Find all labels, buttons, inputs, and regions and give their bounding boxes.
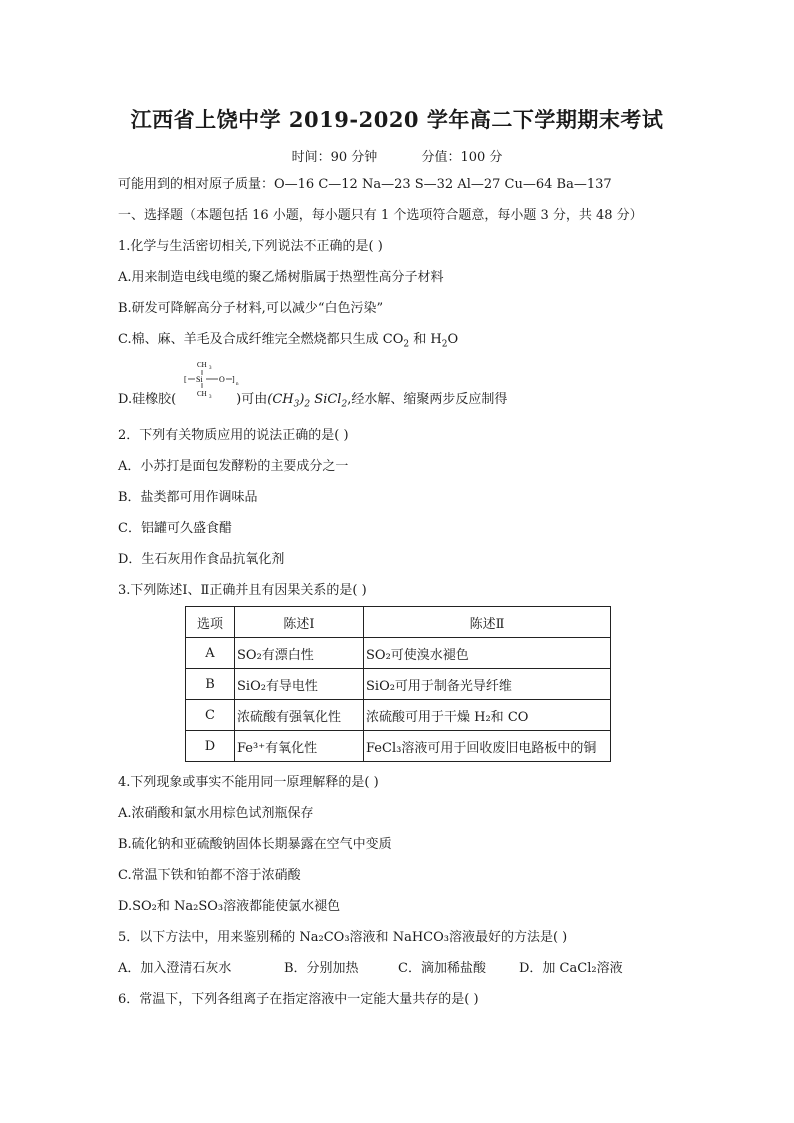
table-row	[186, 731, 611, 762]
exam-title: 江西省上饶中学 2019-2020 学年高二下学期期末考试	[130, 107, 664, 132]
q1-c-text-1: C.棉、麻、羊毛及合成纤维完全燃烧都只生成 CO	[118, 332, 404, 347]
q2-option-b: B．盐类都可用作调味品	[118, 490, 258, 505]
row-statement-1: SiO₂有导电性	[235, 669, 364, 700]
svg-text:CH: CH	[197, 361, 207, 369]
q2-option-a: A．小苏打是面包发酵粉的主要成分之一	[118, 459, 349, 474]
svg-text:O: O	[219, 375, 225, 384]
q1-d-text-1: D.硅橡胶(	[118, 392, 177, 407]
svg-text:Si: Si	[196, 375, 203, 384]
atomic-masses: 可能用到的相对原子质量：O—16 C—12 Na—23 S—32 Al—27 Cu—64 Ba—137	[118, 177, 612, 192]
header-option: 选项	[186, 607, 235, 638]
table-row	[186, 700, 611, 731]
exam-score: 分值：100 分	[421, 150, 503, 165]
q1-option-d	[118, 390, 507, 415]
q5-stem: 5．以下方法中，用来鉴别稀的 Na₂CO₃溶液和 NaHCO₃溶液最好的方法是( )	[118, 930, 568, 945]
exam-time: 时间：90 分钟	[291, 150, 378, 165]
q5-option-d: D．加 CaCl₂溶液	[519, 961, 623, 976]
q1-option-a: A.用来制造电线电缆的聚乙烯树脂属于热塑性高分子材料	[118, 270, 444, 285]
q4-option-a: A.浓硝酸和氯水用棕色试剂瓶保存	[118, 806, 314, 821]
q1-d-text-3: ,经水解、缩聚两步反应制得	[347, 392, 508, 407]
q1-stem: 1.化学与生活密切相关,下列说法不正确的是( )	[118, 239, 383, 254]
row-option: D	[186, 731, 235, 762]
row-option: A	[186, 638, 235, 669]
svg-text:CH: CH	[197, 390, 207, 398]
row-statement-2: FeCl₃溶液可用于回收废旧电路板中的铜	[364, 731, 611, 762]
row-statement-2: SiO₂可用于制备光导纤维	[364, 669, 611, 700]
row-statement-1: SO₂有漂白性	[235, 638, 364, 669]
q1-option-b: B.研发可降解高分子材料,可以减少“白色污染”	[118, 301, 384, 316]
row-statement-1: 浓硫酸有强氧化性	[235, 700, 364, 731]
q2-option-c: C．铝罐可久盛食醋	[118, 521, 232, 536]
row-option: C	[186, 700, 235, 731]
table-row	[186, 669, 611, 700]
q5-option-a: A．加入澄清石灰水	[118, 961, 232, 976]
q4-option-c: C.常温下铁和铂都不溶于浓硝酸	[118, 868, 301, 883]
table-header-row	[186, 607, 611, 638]
svg-text:3: 3	[209, 366, 212, 371]
svg-text:3: 3	[209, 395, 212, 400]
dimethyldichlorosilane-formula: $(CH_3)_2$ SiCl$_2$	[267, 392, 348, 410]
header-statement-2: 陈述Ⅱ	[364, 607, 611, 638]
row-statement-2: SO₂可使溴水褪色	[364, 638, 611, 669]
q2-stem: 2．下列有关物质应用的说法正确的是( )	[118, 428, 349, 443]
q6-stem: 6．常温下，下列各组离子在指定溶液中一定能大量共存的是( )	[118, 992, 479, 1007]
q2-option-d: D．生石灰用作食品抗氧化剂	[118, 552, 285, 567]
table-row	[186, 638, 611, 669]
row-option: B	[186, 669, 235, 700]
q4-option-d: D.SO₂和 Na₂SO₃溶液都能使氯水褪色	[118, 899, 341, 914]
q5-option-b: B．分别加热	[284, 961, 359, 976]
section-heading: 一、选择题（本题包括 16 小题，每小题只有 1 个选项符合题意，每小题 3 分，共 48 分）	[118, 208, 643, 223]
header-statement-1: 陈述Ⅰ	[235, 607, 364, 638]
svg-text:[: [	[184, 375, 187, 384]
svg-text:]: ]	[232, 375, 235, 384]
q5-option-c: C．滴加稀盐酸	[398, 961, 486, 976]
q3-table	[185, 606, 611, 762]
q5-options	[118, 959, 623, 979]
row-statement-1: Fe³⁺有氧化性	[235, 731, 364, 762]
exam-info	[0, 146, 794, 165]
svg-text:n: n	[236, 382, 239, 387]
q1-option-c: C.棉、麻、羊毛及合成纤维完全燃烧都只生成 $CO_2$ 和 $H_2O$	[118, 332, 459, 350]
q1-c-text-2: 和 H	[409, 332, 442, 347]
q4-option-b: B.硫化钠和亚硫酸钠固体长期暴露在空气中变质	[118, 837, 392, 852]
q4-stem: 4.下列现象或事实不能用同一原理解释的是( )	[118, 775, 379, 790]
row-statement-2: 浓硫酸可用于干燥 H₂和 CO	[364, 700, 611, 731]
q3-stem: 3.下列陈述Ⅰ、Ⅱ正确并且有因果关系的是( )	[118, 583, 367, 598]
q1-c-text-3: O	[447, 332, 459, 347]
q1-d-text-2: )可由	[236, 392, 268, 407]
